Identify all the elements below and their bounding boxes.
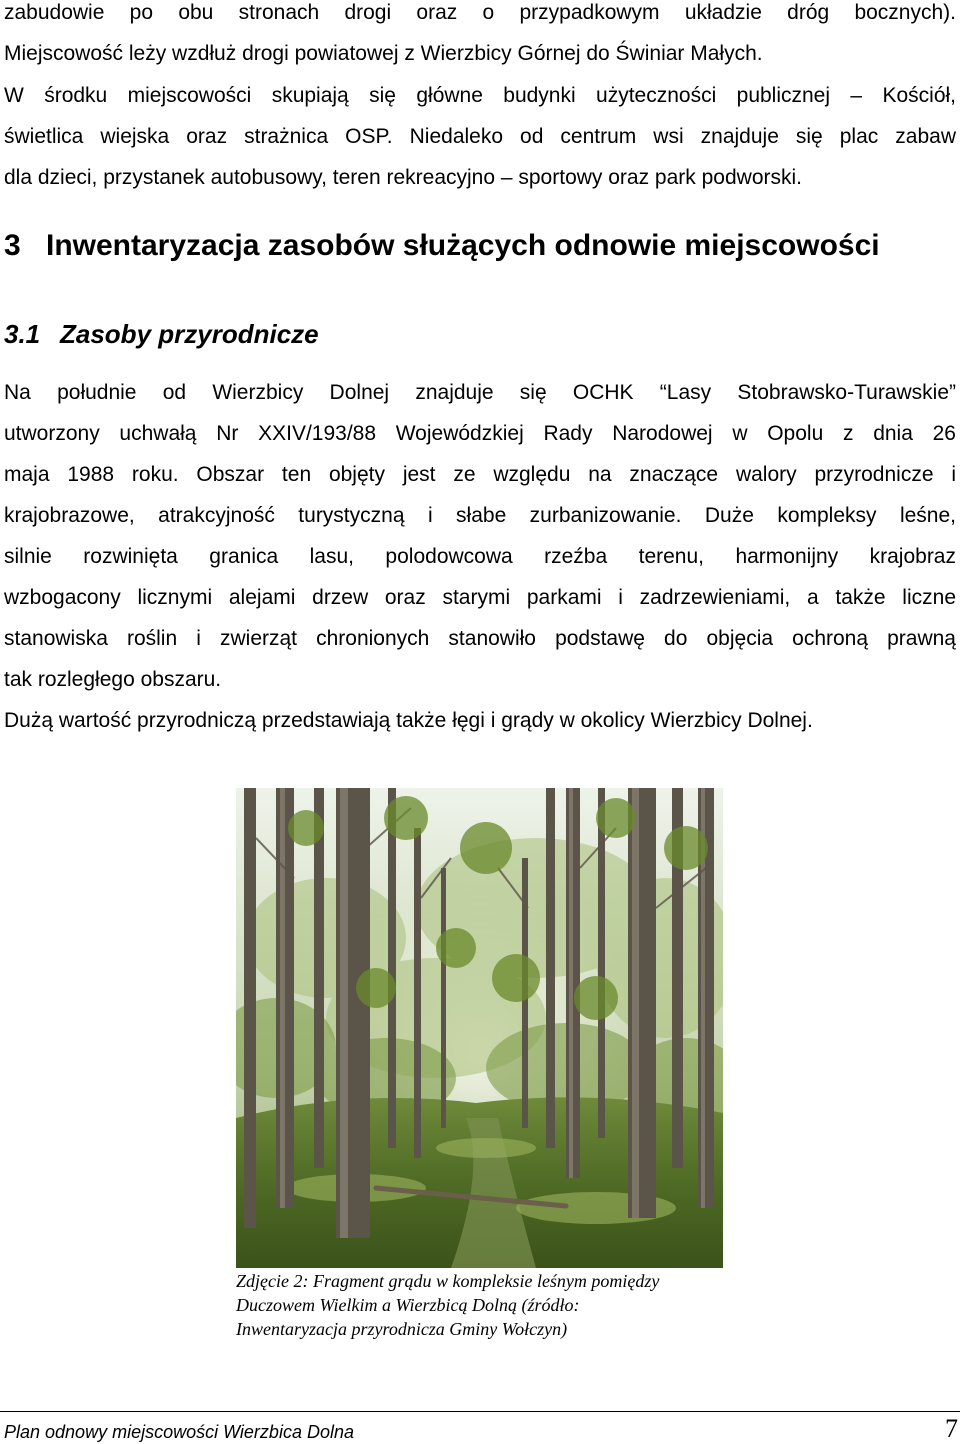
body-line: maja 1988 roku. Obszar ten objęty jest ze względu na znaczące walory przyrodnicze i [4,463,956,486]
body-paragraph-extra: Dużą wartość przyrodniczą przedstawiają także łęgi i grądy w okolicy Wierzbicy Dolnej. [4,709,813,732]
intro-line: Miejscowość leży wzdłuż drogi powiatowej z Wierzbicy Górnej do Świniar Małych. [4,42,763,66]
body-line: Na południe od Wierzbicy Dolnej znajduje się OCHK “Lasy Stobrawsko-Turawskie” [4,381,956,404]
caption-line: Duczowem Wielkim a Wierzbicą Dolną (źródło: [236,1295,580,1315]
footer-title: Plan odnowy miejscowości Wierzbica Dolna [4,1422,354,1442]
intro-line: świetlica wiejska oraz strażnica OSP. Niedaleko od centrum wsi znajduje się plac zabaw [4,124,956,148]
subsection-number: 3.1 [4,319,41,349]
subsection-title: Zasoby przyrodnicze [60,319,319,349]
section-title: Inwentaryzacja zasobów służących odnowie miejscowości [46,229,880,262]
page-number: 7 [945,1414,958,1443]
body-line: krajobrazowe, atrakcyjność turystyczną i słabe zurbanizowanie. Duże kompleksy leśne, [4,504,956,527]
caption-line: Inwentaryzacja przyrodnicza Gminy Wołczyn) [236,1319,568,1339]
intro-paragraph [4,0,956,198]
body-line: tak rozległego obszaru. [4,668,222,691]
intro-line: zabudowie po obu stronach drogi oraz o przypadkowym układzie dróg bocznych). [4,1,956,24]
body-line: utworzony uchwałą Nr XXIV/193/88 Wojewódzkiej Rady Narodowej w Opolu z dnia 26 [4,422,956,445]
footer-divider [0,1411,960,1412]
section-heading [4,226,880,266]
body-paragraph [4,372,956,700]
forest-photo [236,788,723,1268]
body-line: wzbogacony licznymi alejami drzew oraz starymi parkami i zadrzewieniami, a także liczne [4,586,956,609]
caption-line: Zdjęcie 2: Fragment grądu w kompleksie leśnym pomiędzy [236,1271,660,1291]
section-number: 3 [4,229,21,262]
body-line: silnie rozwinięta granica lasu, polodowcowa rzeźba terenu, harmonijny krajobraz [4,545,956,568]
intro-line: dla dzieci, przystanek autobusowy, teren rekreacyjno – sportowy oraz park podworski. [4,166,802,190]
photo-caption [236,1269,756,1341]
body-line: stanowiska roślin i zwierząt chronionych stanowiło podstawę do objęcia ochroną prawną [4,627,956,650]
intro-line: W środku miejscowości skupiają się główne budynki użyteczności publicznej – Kościół, [4,83,956,107]
subsection-heading [4,316,319,352]
